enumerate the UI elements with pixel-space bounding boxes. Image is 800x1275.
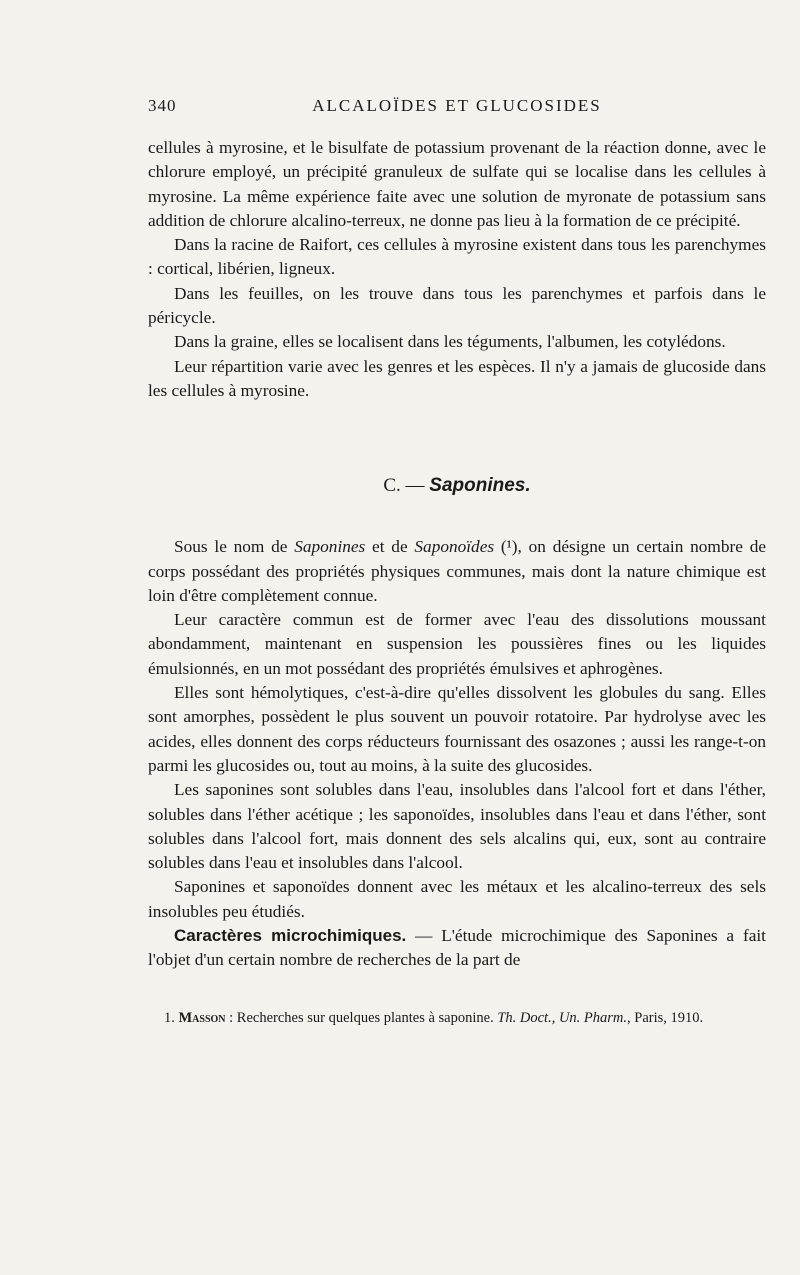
paragraph <box>148 924 766 973</box>
term-saponoides: Saponoïdes <box>414 537 495 557</box>
running-title: ALCALOÏDES ET GLUCOSIDES <box>312 96 602 115</box>
text-run: (¹), on désigne un certain nombre de corps possédant des propriétés physiques communes, mais dont la nature chimique est loin d'être complètement connue. <box>148 537 767 605</box>
page-number: 340 <box>148 96 177 115</box>
footnote-number: 1. <box>164 1009 179 1026</box>
term-saponines: Saponines <box>294 537 366 557</box>
paragraph: Dans les feuilles, on les trouve dans tous les parenchymes et parfois dans le péricycle. <box>148 283 766 328</box>
book-page <box>148 96 766 1027</box>
paragraph: Elles sont hémolytiques, c'est-à-dire qu'elles dissolvent les globules du sang. Elles sont amorphes, possèdent le plus souvent un pouvoir rotatoire. Par hydrolyse avec les acides, elles donnent des corps réducteurs fournissant des osazones ; aussi les range-t-on parmi les glucosides ou, tout au moins, à la suite des glucosides. <box>148 683 766 775</box>
footnote-place: , Paris, 1910. <box>627 1009 704 1026</box>
text-run: — L'étude microchimique des Saponines a fait l'objet d'un certain nombre de recherches de la part de <box>148 926 766 970</box>
section-prefix: C. — <box>383 475 430 497</box>
footnote-source: Th. Doct., Un. Pharm. <box>497 1009 628 1026</box>
top-text-block <box>148 136 766 403</box>
paragraph: Saponines et saponoïdes donnent avec les métaux et les alcalino-terreux des sels insolubles peu étudiés. <box>148 877 766 921</box>
section-title: Saponines. <box>429 475 531 497</box>
paragraph: Dans la racine de Raifort, ces cellules à myrosine existent dans tous les parenchymes : cortical, libérien, ligneux. <box>148 235 766 279</box>
text-run: Sous le nom de <box>174 537 295 557</box>
footnote-title: : Recherches sur quelques plantes à saponine. <box>225 1009 498 1026</box>
subsection-lead: Caractères microchimiques. <box>174 926 407 946</box>
paragraph: Les saponines sont solubles dans l'eau, insolubles dans l'alcool fort et dans l'éther, solubles dans l'éther acétique ; les saponoïdes, insolubles dans l'eau et dans l'éther, sont solubles dans l'alcool fort, mais donnent des sels alcalins qui, eux, sont au contraire solubles dans l'eau et insolubles dans l'alcool. <box>148 780 766 873</box>
section-heading <box>148 475 766 497</box>
paragraph: Leur répartition varie avec les genres et les espèces. Il n'y a jamais de glucoside dans les cellules à myrosine. <box>148 356 766 400</box>
footnote-author: Masson <box>178 1009 226 1026</box>
text-run: et de <box>365 537 415 557</box>
paragraph: cellules à myrosine, et le bisulfate de potassium provenant de la réaction donne, avec le chlorure employé, un précipité granuleux de sulfate qui se localise dans les cellules à myrosine. La même expérience faite avec une solution de myronate de potassium sans addition de chlorure alcalino-terreux, ne donne pas lieu à la formation de ce précipité. <box>148 138 766 230</box>
paragraph: Dans la graine, elles se localisent dans les téguments, l'albumen, les cotylédons. <box>174 332 726 352</box>
running-header <box>148 96 766 116</box>
paragraph <box>148 535 766 608</box>
section-text-block <box>148 535 766 972</box>
footnote <box>148 1009 766 1027</box>
paragraph: Leur caractère commun est de former avec l'eau des dissolutions moussant abondamment, maintenant en suspension les poussières fines ou les liquides émulsionnés, en un mot possédant des propriétés émulsives et aphrogènes. <box>148 610 766 678</box>
